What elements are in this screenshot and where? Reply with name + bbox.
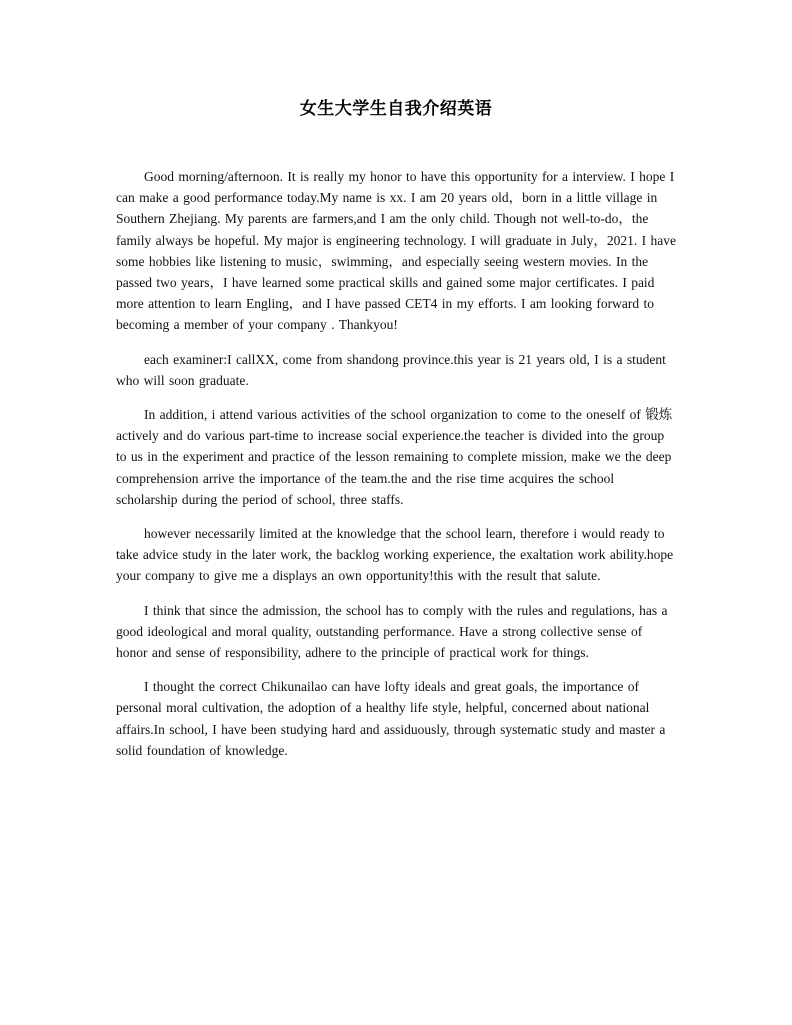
- paragraph-4: however necessarily limited at the knowledge that the school learn, therefore i would ready to take advice study in the later work, the backlog working experience, the exaltation work ability.hope your company to give me a displays an own opportunity!this with the result that salute.: [116, 526, 674, 584]
- paragraph-6: I thought the correct Chikunailao can have lofty ideals and great goals, the importance of personal moral cultivation, the adoption of a healthy life style, helpful, concerned about national affairs.In school, I have been studying hard and assiduously, through systematic study and master a solid foundation of knowledge.: [116, 679, 666, 758]
- paragraph-1: Good morning/afternoon. It is really my honor to have this opportunity for a interview. I hope I can make a good performance today.My name is xx. I am 20 years old，born in a little village in Southern Zhejiang. My parents are farmers,and I am the only child. Though not well-to-do，the family always be hopeful. My major is engineering technology. I will graduate in July，2021. I have some hobbies like listening to music，swimming，and especially seeing western movies. In the passed two years，I have learned some practical skills and gained some major certificates. I paid more attention to learn Engling，and I have passed CET4 in my efforts. I am looking forward to becoming a member of your company . Thankyou!: [116, 169, 676, 333]
- paragraph-2: each examiner:I callXX, come from shandong province.this year is 21 years old, I is a student who will soon graduate.: [116, 351, 666, 388]
- paragraph-3: In addition, i attend various activities of the school organization to come to the oneself of 锻炼 actively and do various part-time to increase social experience.the teacher is divided into the group to us in the experiment and practice of the lesson remaining to complete mission, make we the deep comprehension arrive the importance of the team.the and the rise time acquires the school scholarship during the period of school, three staffs.: [116, 407, 673, 507]
- document-body: [116, 166, 676, 774]
- document-title: 女生大学生自我介绍英语: [299, 99, 493, 119]
- paragraph-5: I think that since the admission, the school has to comply with the rules and regulations, has a good ideological and moral quality, outstanding performance. Have a strong collective sense of honor and sense of responsibility, adhere to the principle of practical work for things.: [116, 602, 668, 661]
